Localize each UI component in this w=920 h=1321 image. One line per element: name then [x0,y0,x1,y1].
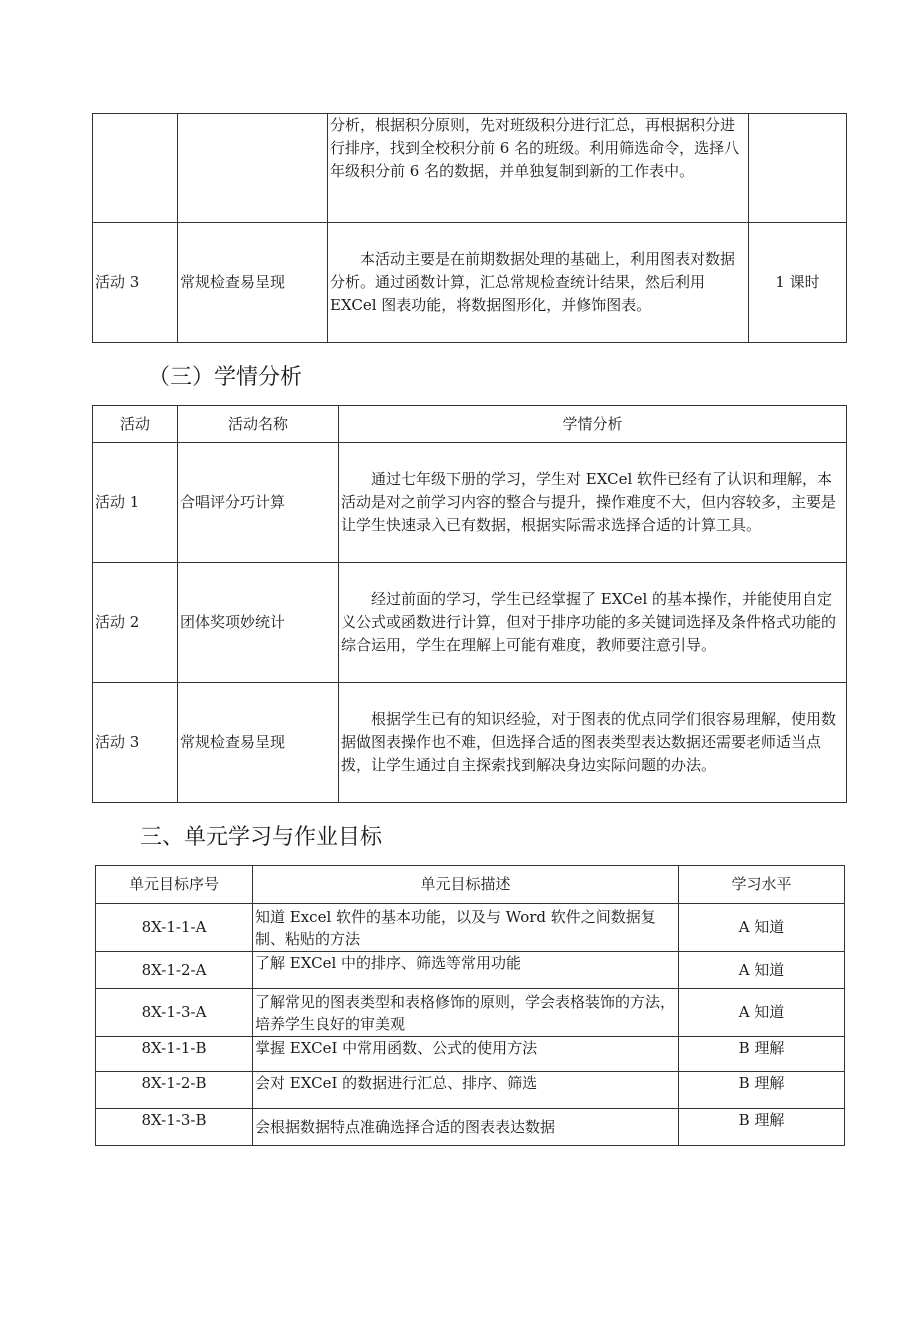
analysis-cell: 通过七年级下册的学习，学生对 EXCel 软件已经有了认识和理解，本活动是对之前学习内容的整合与提升，操作难度不大，但内容较多，主要是让学生快速录入已有数据，根据实际需求选择合适的计算工具。 [339,443,847,563]
column-header: 单元目标描述 [253,866,679,904]
table-row [96,1037,845,1072]
column-header: 学习水平 [679,866,845,904]
goal-level-cell: B 理解 [679,1109,845,1146]
activity-name-cell [178,114,328,223]
unit-goals-table [95,865,845,1146]
activity-cell: 活动 3 [93,683,178,803]
learning-analysis-table [92,405,847,803]
goal-level-cell: A 知道 [679,952,845,989]
analysis-cell: 经过前面的学习，学生已经掌握了 EXCel 的基本操作，并能使用自定义公式或函数进行计算，但对于排序功能的多关键词选择及条件格式功能的综合运用，学生在理解上可能有难度，教师要注意引导。 [339,563,847,683]
analysis-cell: 根据学生已有的知识经验，对于图表的优点同学们很容易理解，使用数据做图表操作也不难，但选择合适的图表类型表达数据还需要老师适当点拨，让学生通过自主探索找到解决身边实际问题的办法。 [339,683,847,803]
activity-cell: 活动 2 [93,563,178,683]
table-row [93,563,847,683]
table-row [93,683,847,803]
activity-cell [93,114,178,223]
table-row [96,904,845,952]
column-header: 单元目标序号 [96,866,253,904]
activity-hours-cell [749,114,847,223]
activity-cell: 活动 3 [93,223,178,343]
section-heading-learning: （三）学情分析 [148,365,303,390]
goal-level-cell: B 理解 [679,1072,845,1109]
goal-desc-cell: 会根据数据特点准确选择合适的图表表达数据 [253,1109,679,1146]
goal-id-cell: 8X-1-2-B [96,1072,253,1109]
goal-id-cell: 8X-1-1-B [96,1037,253,1072]
column-header: 学情分析 [339,406,847,443]
goal-desc-cell: 了解常见的图表类型和表格修饰的原则，学会表格装饰的方法，培养学生良好的审美观 [253,989,679,1037]
goal-level-cell: B 理解 [679,1037,845,1072]
table-row [96,952,845,989]
activity-table [92,113,847,343]
section-heading-goals: 三、单元学习与作业目标 [140,825,383,850]
table-header-row [96,866,845,904]
table-row [93,223,847,343]
activity-hours-cell: 1 课时 [749,223,847,343]
table-row [96,1072,845,1109]
activity-content-cell: 本活动主要是在前期数据处理的基础上，利用图表对数据分析。通过函数计算，汇总常规检查统计结果，然后利用 EXCel 图表功能，将数据图形化，并修饰图表。 [328,223,749,343]
activity-name-cell: 常规检查易呈现 [178,683,339,803]
goal-level-cell: A 知道 [679,904,845,952]
goal-level-cell: A 知道 [679,989,845,1037]
goal-id-cell: 8X-1-3-B [96,1109,253,1146]
table-row [96,989,845,1037]
goal-id-cell: 8X-1-2-A [96,952,253,989]
activity-name-cell: 常规检查易呈现 [178,223,328,343]
activity-name-cell: 合唱评分巧计算 [178,443,339,563]
column-header: 活动 [93,406,178,443]
activity-name-cell: 团体奖项妙统计 [178,563,339,683]
table-row [93,443,847,563]
goal-desc-cell: 会对 EXCeI 的数据进行汇总、排序、筛选 [253,1072,679,1109]
goal-desc-cell: 知道 Excel 软件的基本功能，以及与 Word 软件之间数据复制、粘贴的方法 [253,904,679,952]
table-row [93,114,847,223]
goal-id-cell: 8X-1-1-A [96,904,253,952]
goal-desc-cell: 了解 EXCel 中的排序、筛选等常用功能 [253,952,679,989]
column-header: 活动名称 [178,406,339,443]
table-header-row [93,406,847,443]
table-row [96,1109,845,1146]
goal-desc-cell: 掌握 EXCeI 中常用函数、公式的使用方法 [253,1037,679,1072]
activity-cell: 活动 1 [93,443,178,563]
goal-id-cell: 8X-1-3-A [96,989,253,1037]
activity-content-cell: 分析，根据积分原则，先对班级积分进行汇总，再根据积分进行排序，找到全校积分前 6 名的班级。利用筛选命令，选择八年级积分前 6 名的数据，并单独复制到新的工作表中。 [328,114,749,223]
